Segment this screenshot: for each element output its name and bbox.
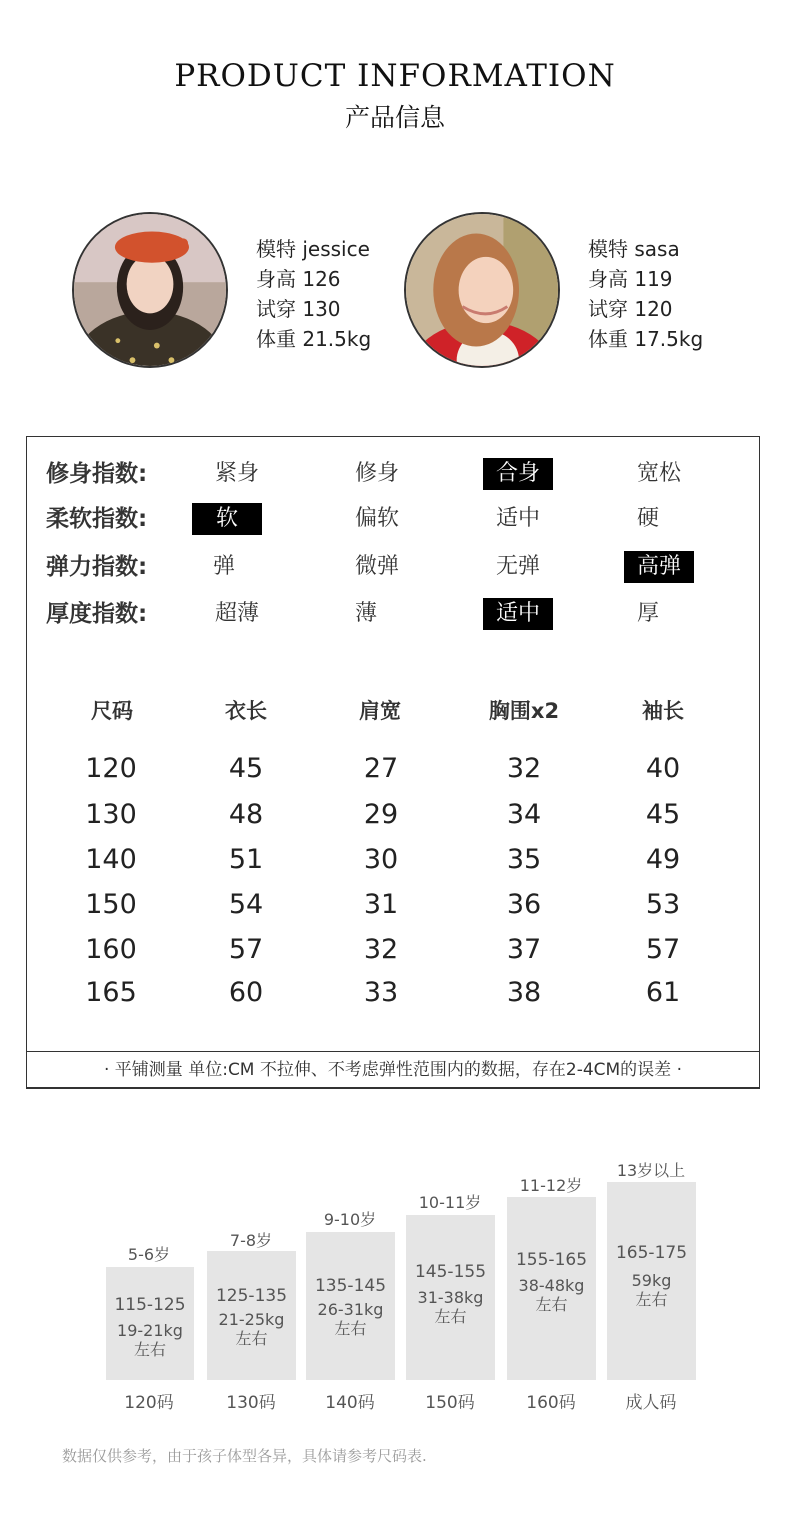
approx-label: 左右	[635, 1290, 668, 1309]
table-cell: 38	[506, 977, 542, 1008]
table-cell: 140	[85, 844, 137, 875]
age-label: 11-12岁	[519, 1176, 583, 1195]
index-label: 厚度指数:	[46, 601, 148, 627]
table-cell: 45	[645, 799, 681, 830]
page-title-cn: 产品信息	[344, 103, 445, 132]
model-height: 身高 119	[588, 267, 673, 291]
height-range: 115-125	[114, 1295, 186, 1315]
table-cell: 27	[363, 753, 399, 784]
size-bar	[607, 1182, 696, 1380]
weight-range: 59kg	[631, 1271, 672, 1290]
height-range: 135-145	[314, 1276, 387, 1296]
model-info	[588, 234, 703, 354]
model-info	[256, 234, 371, 354]
table-cell: 60	[228, 977, 264, 1008]
weight-range: 31-38kg	[417, 1288, 484, 1307]
table-cell: 57	[228, 934, 264, 965]
index-option: 超薄	[214, 601, 259, 626]
size-label: 成人码	[625, 1393, 677, 1413]
table-cell: 49	[645, 844, 681, 875]
index-option-selected: 合身	[483, 458, 553, 490]
table-cell: 34	[506, 799, 542, 830]
approx-label: 左右	[535, 1295, 568, 1314]
index-option-selected: 高弹	[624, 551, 694, 583]
table-cell: 53	[645, 889, 681, 920]
table-cell: 61	[645, 977, 681, 1008]
table-cell: 120	[85, 753, 137, 784]
age-label: 13岁以上	[616, 1161, 686, 1180]
model-photo	[72, 212, 228, 368]
table-cell: 33	[363, 977, 399, 1008]
weight-range: 38-48kg	[518, 1276, 585, 1295]
index-option: 宽松	[636, 461, 681, 486]
age-label: 9-10岁	[323, 1210, 377, 1229]
height-range: 125-135	[215, 1286, 288, 1306]
size-bar	[106, 1267, 194, 1380]
index-option: 微弹	[354, 554, 399, 579]
model-height: 身高 126	[256, 267, 341, 291]
model-name: 模特 jessice	[256, 237, 370, 261]
model-tryon-size: 试穿 120	[588, 297, 673, 321]
model-card-jessice	[72, 212, 392, 374]
elasticity-index-row	[27, 550, 761, 584]
approx-label: 左右	[334, 1319, 367, 1338]
table-cell: 150	[85, 889, 137, 920]
index-label: 修身指数:	[46, 461, 148, 487]
table-cell: 48	[228, 799, 264, 830]
size-table-header: 袖长	[642, 699, 684, 723]
table-cell: 37	[506, 934, 542, 965]
size-label: 150码	[425, 1393, 475, 1413]
table-cell: 54	[228, 889, 264, 920]
size-label: 160码	[526, 1393, 576, 1413]
height-range: 165-175	[615, 1243, 688, 1263]
size-bar	[306, 1232, 395, 1380]
fit-index-row	[27, 457, 761, 491]
table-cell: 57	[645, 934, 681, 965]
weight-range: 26-31kg	[317, 1300, 384, 1319]
index-option: 无弹	[495, 554, 540, 579]
index-option: 硬	[636, 506, 659, 531]
size-bar	[406, 1215, 495, 1380]
age-label: 7-8岁	[229, 1231, 273, 1250]
weight-range: 21-25kg	[218, 1310, 285, 1329]
approx-label: 左右	[235, 1329, 268, 1348]
index-label: 柔软指数:	[46, 506, 148, 532]
index-option: 紧身	[214, 461, 259, 486]
size-table-header: 肩宽	[359, 699, 401, 723]
model-tryon-size: 试穿 130	[256, 297, 341, 321]
approx-label: 左右	[133, 1340, 166, 1359]
age-label: 5-6岁	[127, 1245, 171, 1264]
index-option-selected: 适中	[483, 598, 553, 630]
size-label: 140码	[325, 1393, 375, 1413]
table-cell: 36	[506, 889, 542, 920]
size-table-header: 尺码	[91, 699, 133, 723]
table-cell: 29	[363, 799, 399, 830]
weight-range: 19-21kg	[117, 1321, 183, 1340]
index-option: 修身	[354, 461, 399, 486]
fit-and-size-panel	[26, 436, 760, 1088]
index-option: 弹	[212, 554, 235, 579]
approx-label: 左右	[434, 1307, 467, 1326]
size-table-header: 衣长	[225, 699, 267, 723]
index-label: 弹力指数:	[46, 554, 148, 580]
size-bar	[507, 1197, 596, 1380]
model-card-sasa	[404, 212, 724, 374]
table-cell: 130	[85, 799, 137, 830]
page-title-en: PRODUCT INFORMATION	[174, 58, 616, 94]
table-cell: 51	[228, 844, 264, 875]
model-weight: 体重 21.5kg	[256, 327, 372, 351]
index-option: 适中	[495, 506, 540, 531]
softness-index-row	[27, 502, 761, 536]
thickness-index-row	[27, 597, 761, 631]
size-table-header: 胸围x2	[488, 699, 560, 723]
size-label: 130码	[226, 1393, 276, 1413]
index-option: 厚	[636, 601, 659, 626]
table-cell: 165	[85, 977, 137, 1008]
table-cell: 31	[363, 889, 399, 920]
table-cell: 40	[645, 753, 681, 784]
table-cell: 45	[228, 753, 264, 784]
table-cell: 160	[85, 934, 137, 965]
size-bar	[207, 1251, 296, 1380]
model-weight: 体重 17.5kg	[588, 327, 704, 351]
measurement-note: · 平铺测量 单位:CM 不拉伸、不考虑弹性范围内的数据，存在2-4CM的误差 ·	[26, 1051, 760, 1089]
table-cell: 32	[506, 753, 542, 784]
height-range: 145-155	[414, 1262, 487, 1282]
footer-note: 数据仅供参考，由于孩子体型各异，具体请参考尺码表.	[62, 1447, 427, 1465]
table-cell: 32	[363, 934, 399, 965]
table-cell: 30	[363, 844, 399, 875]
model-photo	[404, 212, 560, 368]
size-label: 120码	[124, 1393, 174, 1413]
age-label: 10-11岁	[418, 1193, 482, 1212]
height-range: 155-165	[515, 1250, 588, 1270]
index-option: 偏软	[354, 506, 399, 531]
model-name: 模特 sasa	[588, 237, 680, 261]
index-option-selected: 软	[192, 503, 262, 535]
index-option: 薄	[354, 601, 377, 626]
table-cell: 35	[506, 844, 542, 875]
